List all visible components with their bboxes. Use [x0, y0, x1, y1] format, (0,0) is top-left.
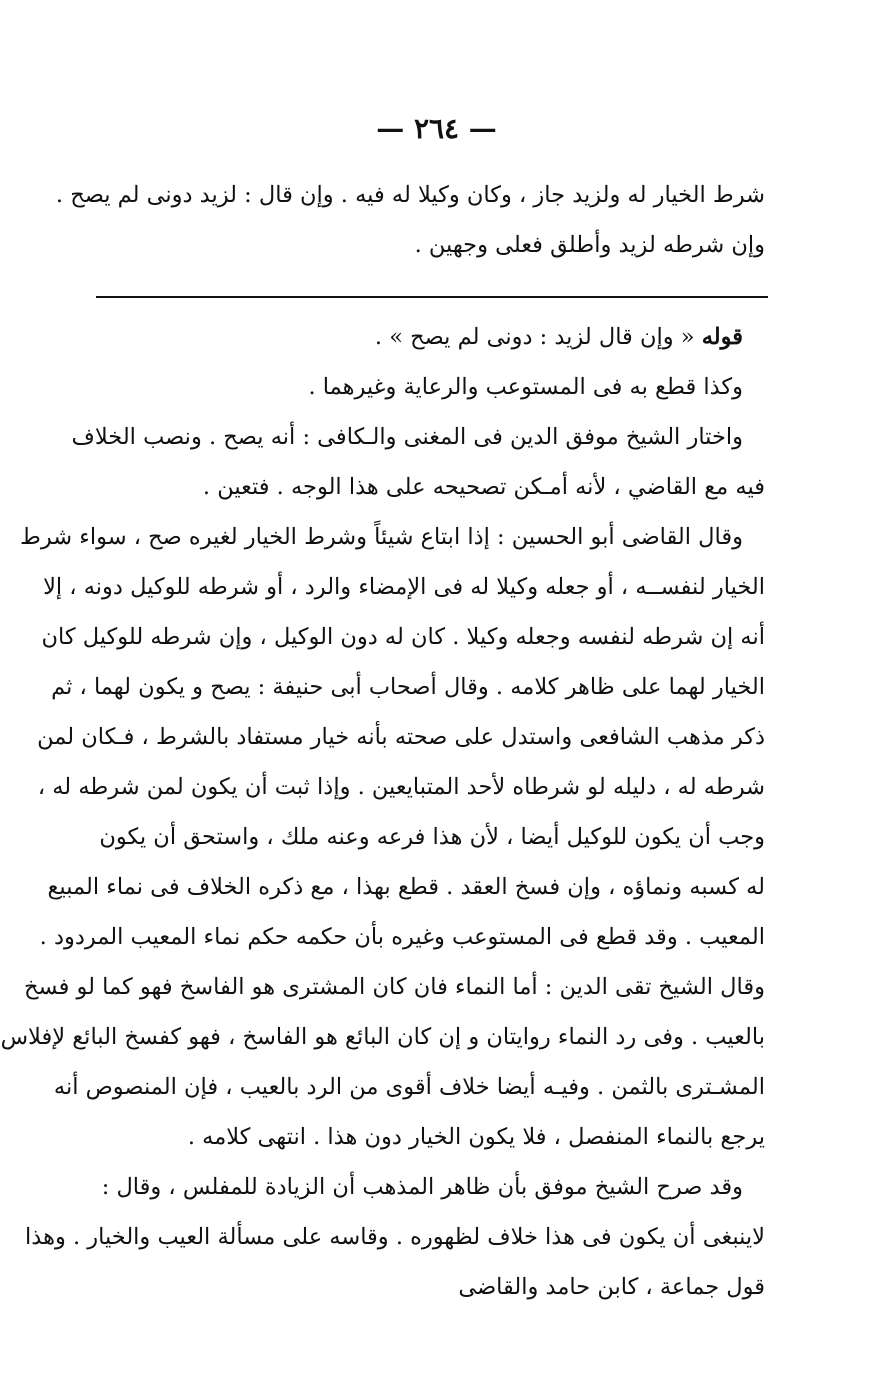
commentary-line-text: « وإن قال لزيد : دونى لم يصح » .: [374, 324, 695, 350]
commentary-line: وقال الشيخ تقى الدين : أما النماء فان كان المشترى هو الفاسخ فهو كما لو فسخ: [24, 974, 765, 1000]
commentary-line: وجب أن يكون للوكيل أيضا ، لأن هذا فرعه وعنه ملك ، واستحق أن يكون: [99, 824, 765, 850]
commentary-line: فيه مع القاضي ، لأنه أمـكن تصحيحه على هذا الوجه . فتعين .: [202, 474, 765, 500]
commentary-line: يرجع بالنماء المنفصل ، فلا يكون الخيار دون هذا . انتهى كلامه .: [187, 1124, 765, 1150]
commentary-line: وقال القاضى أبو الحسين : إذا ابتاع شيئاً وشرط الخيار لغيره صح ، سواء شرط: [20, 524, 743, 550]
page-number: — ٢٦٤ —: [376, 112, 497, 145]
commentary-line: الخيار لهما على ظاهر كلامه . وقال أصحاب أبى حنيفة : يصح و يكون لهما ، ثم: [51, 674, 765, 700]
commentary-line: شرطه له ، دليله لو شرطاه لأحد المتبايعين . وإذا ثبت أن يكون لمن شرطه له ،: [37, 774, 765, 800]
commentary-line: المشـترى بالثمن . وفيـه أيضا خلاف أقوى من الرد بالعيب ، فإن المنصوص أنه: [53, 1074, 765, 1100]
commentary-line: [113, 312, 765, 362]
commentary-lead-word: قوله: [701, 324, 743, 350]
commentary-line: لاينبغى أن يكون فى هذا خلاف لظهوره . وقاسه على مسألة العيب والخيار . وهذا: [25, 1224, 765, 1250]
commentary-line: المعيب . وقد قطع فى المستوعب وغيره بأن حكمه حكم نماء المعيب المردود .: [39, 924, 765, 950]
main-text-line: شرط الخيار له ولزيد جاز ، وكان وكيلا له فيه . وإن قال : لزيد دونى لم يصح .: [55, 182, 765, 208]
commentary-line: أنه إن شرطه لنفسه وجعله وكيلا . كان له دون الوكيل ، وإن شرطه للوكيل كان: [41, 624, 765, 650]
commentary-line: ذكر مذهب الشافعى واستدل على صحته بأنه خيار مستفاد بالشرط ، فـكان لمن: [37, 724, 765, 750]
commentary-line: قول جماعة ، كابن حامد والقاضى: [458, 1274, 765, 1300]
main-text: [55, 170, 765, 270]
commentary-line: وكذا قطع به فى المستوعب والرعاية وغيرهما .: [308, 374, 743, 400]
commentary-line: بالعيب . وفى رد النماء روايتان و إن كان البائع هو الفاسخ ، فهو كفسخ البائع لإفلاس: [0, 1024, 765, 1050]
main-text-line: وإن شرطه لزيد وأطلق فعلى وجهين .: [414, 232, 765, 258]
commentary-line: وقد صرح الشيخ موفق بأن ظاهر المذهب أن الزيادة للمفلس ، وقال :: [101, 1174, 743, 1200]
commentary-line: واختار الشيخ موفق الدين فى المغنى والـكافى : أنه يصح . ونصب الخلاف: [71, 424, 743, 450]
commentary: [0, 312, 765, 1312]
commentary-line: له كسبه ونماؤه ، وإن فسخ العقد . قطع بهذا ، مع ذكره الخلاف فى نماء المبيع: [47, 874, 765, 900]
footnote-divider: [96, 296, 768, 298]
commentary-line: الخيار لنفســه ، أو جعله وكيلا له فى الإمضاء والرد ، أو شرطه للوكيل دونه ، إلا: [43, 574, 765, 600]
